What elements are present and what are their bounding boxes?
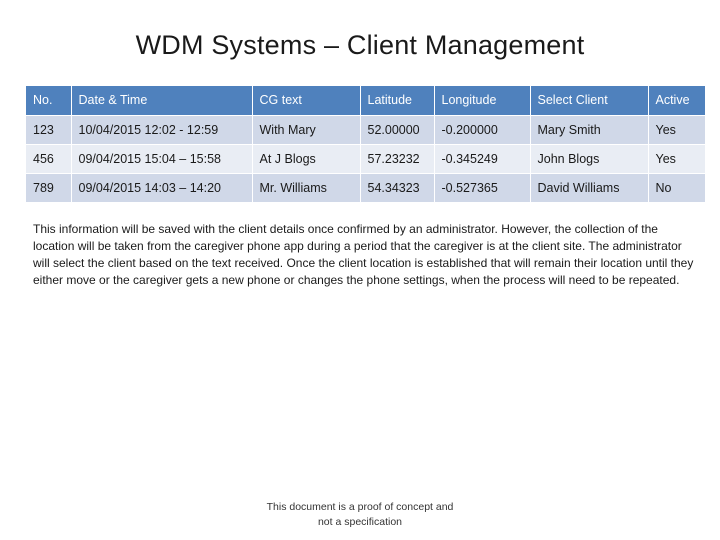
cell-latitude: 57.23232 [360,144,434,173]
cell-date-time: 09/04/2015 15:04 – 15:58 [71,144,252,173]
table-header-row [26,86,705,115]
footer-note-line-2: not a specification [317,516,403,528]
cell-no: 456 [26,144,71,173]
cell-active: Yes [648,144,705,173]
cell-no: 123 [26,115,71,144]
table-row [26,144,705,173]
cell-latitude: 52.00000 [360,115,434,144]
column-header-active: Active [655,93,690,108]
cell-date-time: 09/04/2015 14:03 – 14:20 [71,173,252,202]
column-header-select-client: Select Client [530,86,648,115]
cell-cg-text: Mr. Williams [252,173,360,202]
page-title: WDM Systems – Client Management [135,30,585,60]
cell-select-client: Mary Smith [530,115,648,144]
cell-active: Yes [648,115,705,144]
cell-date-time: 10/04/2015 12:02 - 12:59 [71,115,252,144]
table-row [26,173,705,202]
cell-cg-text: With Mary [252,115,360,144]
cell-no: 789 [26,173,71,202]
client-table [26,86,705,202]
cell-longitude: -0.527365 [434,173,530,202]
footer-note-line-1: This document is a proof of concept and [266,501,454,513]
column-header-longitude: Longitude [434,86,530,115]
description-paragraph: This information will be saved with the client details once confirmed by an administrator. However, the collection of the location will be taken from the caregiver phone app during a period that the caregiver is at the client site. The administrator will select the client based on the text received. Once the client location is established that will remain their location until they either move or the caregiver gets a new phone or changes the phone settings, when the process will need to be repeated. [33,222,694,287]
cell-longitude: -0.200000 [434,115,530,144]
column-header-date-time: Date & Time [71,86,252,115]
cell-select-client: John Blogs [530,144,648,173]
cell-select-client: David Williams [530,173,648,202]
column-header-no: No. [26,86,71,115]
cell-longitude: -0.345249 [434,144,530,173]
cell-active: No [648,173,705,202]
column-header-cg-text: CG text [252,86,360,115]
table-row [26,115,705,144]
column-header-latitude: Latitude [360,86,434,115]
cell-cg-text: At J Blogs [252,144,360,173]
cell-latitude: 54.34323 [360,173,434,202]
footer-note [250,500,470,530]
